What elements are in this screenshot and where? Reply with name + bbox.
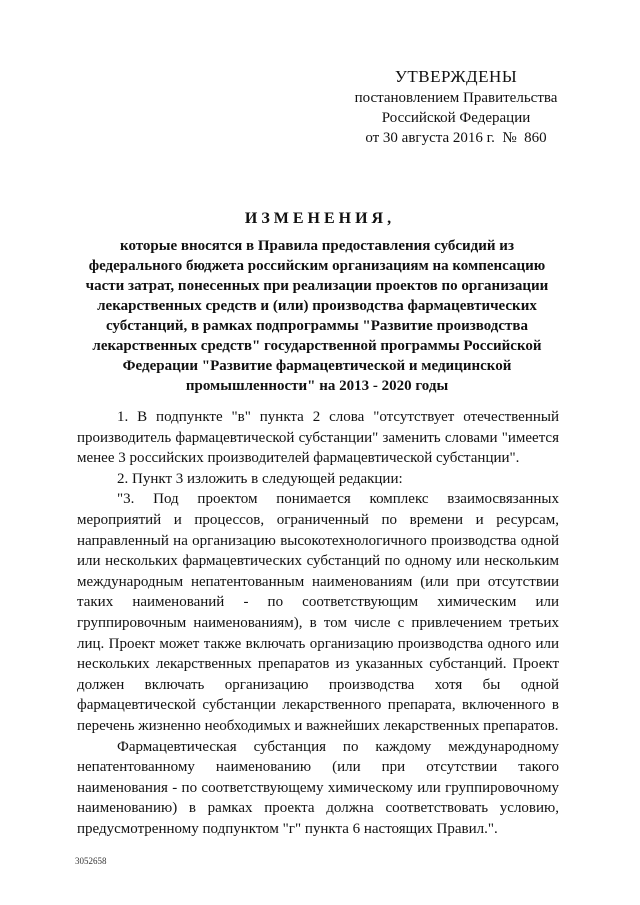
subtitle-line: части затрат, понесенных при реализации проектов по организации bbox=[85, 278, 549, 294]
body-line: лиц. Проект может также включать организацию производства одного или bbox=[77, 635, 559, 652]
body-line: производитель фармацевтической субстанции" заменить словами "имеется bbox=[77, 429, 559, 446]
approval-line: Российской Федерации bbox=[381, 110, 531, 126]
body-line: группировочным наименованиям), в том числе с привлечением третьих bbox=[77, 614, 559, 631]
subtitle-line: лекарственных средств" государственной программы Российской bbox=[92, 338, 542, 354]
subtitle-line: федерального бюджета российским организациям на компенсацию bbox=[88, 258, 546, 274]
document-body bbox=[77, 407, 559, 839]
body-line: наименованию) в рамках проекта должна соответствовать условию, bbox=[77, 800, 559, 817]
body-line: нескольких лекарственных препаратов из указанных субстанций. Проект bbox=[77, 656, 559, 673]
subtitle-line: промышленности" на 2013 - 2020 годы bbox=[185, 378, 449, 394]
body-line: непатентованному наименованию (или при отсутствии такого bbox=[77, 759, 559, 776]
body-line: или нескольких фармацевтических субстанций по одному или нескольким bbox=[77, 553, 559, 570]
body-line: перечень жизненно необходимых и важнейших лекарственных препаратов. bbox=[77, 717, 559, 734]
body-line: наименования - по соответствующему химическому или группировочному bbox=[77, 779, 559, 796]
document-title: ИЗМЕНЕНИЯ, bbox=[244, 210, 396, 227]
body-line: международным непатентованным наименованиям (или при отсутствии bbox=[77, 573, 559, 590]
body-line: должен включать организацию производства хотя бы одной bbox=[77, 676, 559, 693]
body-line: "3. Под проектом понимается комплекс взаимосвязанных bbox=[117, 491, 559, 508]
body-line: направленный на организацию высокотехнологичного производства одной bbox=[77, 532, 559, 549]
document-subtitle bbox=[84, 236, 550, 396]
document-code: 3052658 bbox=[75, 856, 107, 866]
approval-date-number: от 30 августа 2016 г. № 860 bbox=[365, 130, 547, 146]
body-line: Фармацевтическая субстанция по каждому международному bbox=[117, 738, 559, 755]
body-line: предусмотренному подпунктом "г" пункта 6 настоящих Правил.". bbox=[77, 820, 498, 837]
body-line: 1. В подпункте "в" пункта 2 слова "отсутствует отечественный bbox=[117, 409, 559, 425]
approval-heading: УТВЕРЖДЕНЫ bbox=[394, 67, 518, 86]
body-line: фармацевтической субстанции лекарственного препарата, включенного в bbox=[77, 697, 559, 714]
body-line: таких наименований - по соответствующим химическим или bbox=[77, 594, 559, 611]
approval-stamp bbox=[345, 66, 567, 148]
subtitle-line: лекарственных средств и (или) производства фармацевтических bbox=[97, 298, 537, 314]
approval-line: постановлением Правительства bbox=[354, 90, 558, 106]
body-line: 2. Пункт 3 изложить в следующей редакции: bbox=[117, 470, 403, 487]
subtitle-line: Федерации "Развитие фармацевтической и медицинской bbox=[122, 358, 512, 374]
subtitle-line: которые вносятся в Правила предоставления субсидий из bbox=[120, 238, 514, 254]
body-line: менее 3 российских производителей фармацевтической субстанции". bbox=[77, 450, 520, 467]
body-line: мероприятий и процессов, ограниченный по времени и ресурсам, bbox=[77, 511, 559, 528]
subtitle-line: субстанций, в рамках подпрограммы "Развитие производства bbox=[105, 318, 529, 334]
